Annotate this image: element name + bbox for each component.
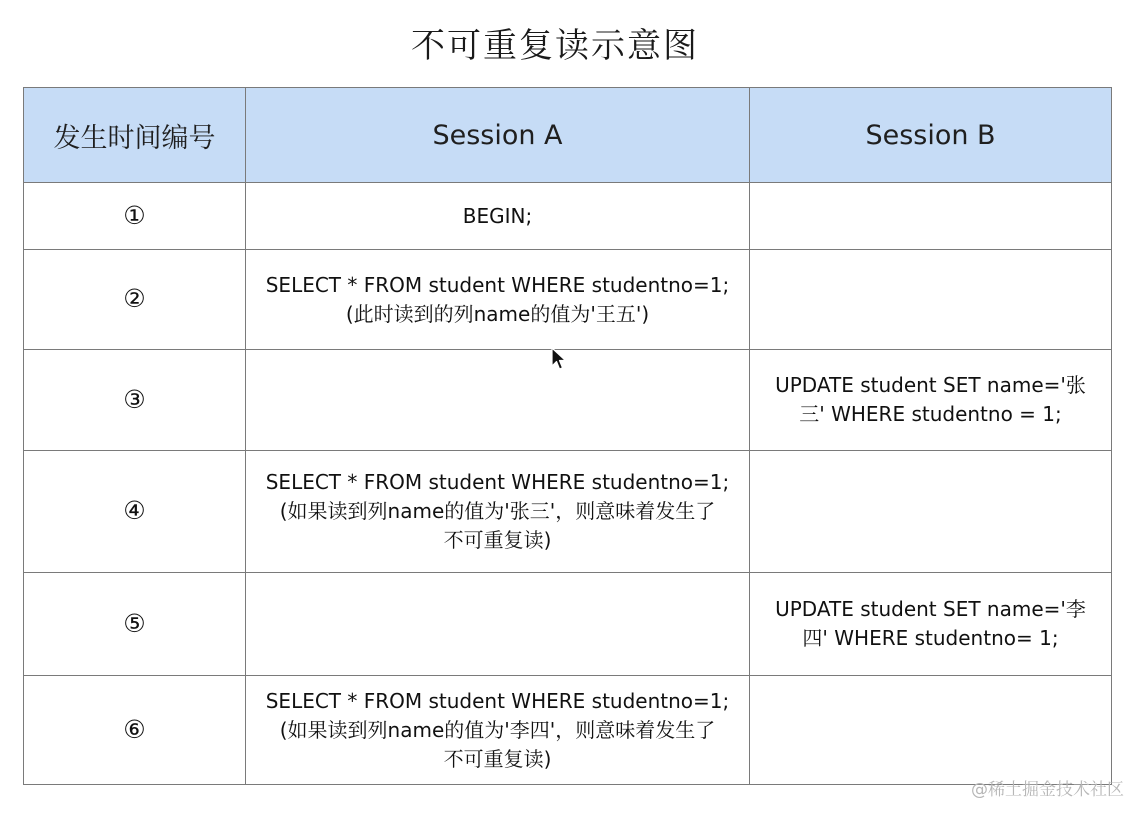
session-b-line: 四' WHERE studentno= 1;	[802, 626, 1059, 650]
session-a-line: SELECT * FROM student WHERE studentno=1;	[265, 272, 730, 297]
session-a-text	[246, 202, 749, 231]
table-row	[24, 350, 1112, 451]
step-number-label: ⑤	[123, 608, 146, 638]
session-a-line: (如果读到列name的值为'李四'，则意味着发生了	[279, 717, 716, 742]
session-b-line: 三' WHERE studentno = 1;	[799, 402, 1062, 426]
sequence-table	[23, 87, 1112, 785]
table-row	[24, 676, 1112, 785]
diagram-title: 不可重复读示意图	[411, 26, 699, 66]
header-time-number: 发生时间编号	[24, 88, 246, 183]
session-b-cell	[750, 451, 1112, 573]
session-a-cell	[246, 451, 750, 573]
step-number-label: ④	[123, 496, 146, 525]
step-number-label: ③	[123, 384, 146, 414]
step-number-label: ①	[123, 200, 146, 230]
table-row	[24, 183, 1112, 250]
session-b-cell	[750, 573, 1112, 676]
watermark: @稀土掘金技术社区	[971, 780, 1124, 800]
session-a-cell	[246, 573, 750, 676]
table-row	[24, 250, 1112, 350]
step-number	[24, 676, 246, 785]
step-number	[24, 250, 246, 350]
session-a-line: SELECT * FROM student WHERE studentno=1;	[265, 688, 730, 713]
step-number	[24, 573, 246, 676]
step-number-label: ②	[123, 284, 146, 313]
session-b-cell	[750, 676, 1112, 785]
session-a-line: BEGIN;	[462, 203, 533, 228]
session-a-line: 不可重复读)	[443, 528, 552, 552]
session-b-cell	[750, 183, 1112, 250]
step-number	[24, 451, 246, 573]
session-a-cell	[246, 250, 750, 350]
mouse-pointer-icon	[551, 347, 567, 371]
session-a-line: (此时读到的列name的值为'王五')	[345, 301, 650, 326]
table-row	[24, 573, 1112, 676]
session-a-cell	[246, 183, 750, 250]
session-a-line: SELECT * FROM student WHERE studentno=1;	[265, 470, 730, 494]
session-a-text	[246, 271, 749, 329]
step-number	[24, 183, 246, 250]
table-row	[24, 451, 1112, 573]
session-b-text	[750, 371, 1111, 429]
step-number-label: ⑥	[123, 714, 146, 744]
session-b-text	[750, 595, 1111, 653]
header-session-b: Session B	[750, 88, 1112, 183]
session-a-cell	[246, 676, 750, 785]
session-b-line: UPDATE student SET name='张	[775, 373, 1086, 397]
header-row	[24, 88, 1112, 183]
step-number	[24, 350, 246, 451]
session-a-text	[246, 687, 749, 774]
session-b-line: UPDATE student SET name='李	[775, 597, 1086, 621]
session-b-cell	[750, 350, 1112, 451]
session-a-line: 不可重复读)	[443, 746, 552, 771]
session-a-line: (如果读到列name的值为'张三'，则意味着发生了	[279, 499, 716, 523]
session-b-cell	[750, 250, 1112, 350]
header-session-a: Session A	[246, 88, 750, 183]
session-a-text	[246, 468, 749, 555]
session-a-cell	[246, 350, 750, 451]
